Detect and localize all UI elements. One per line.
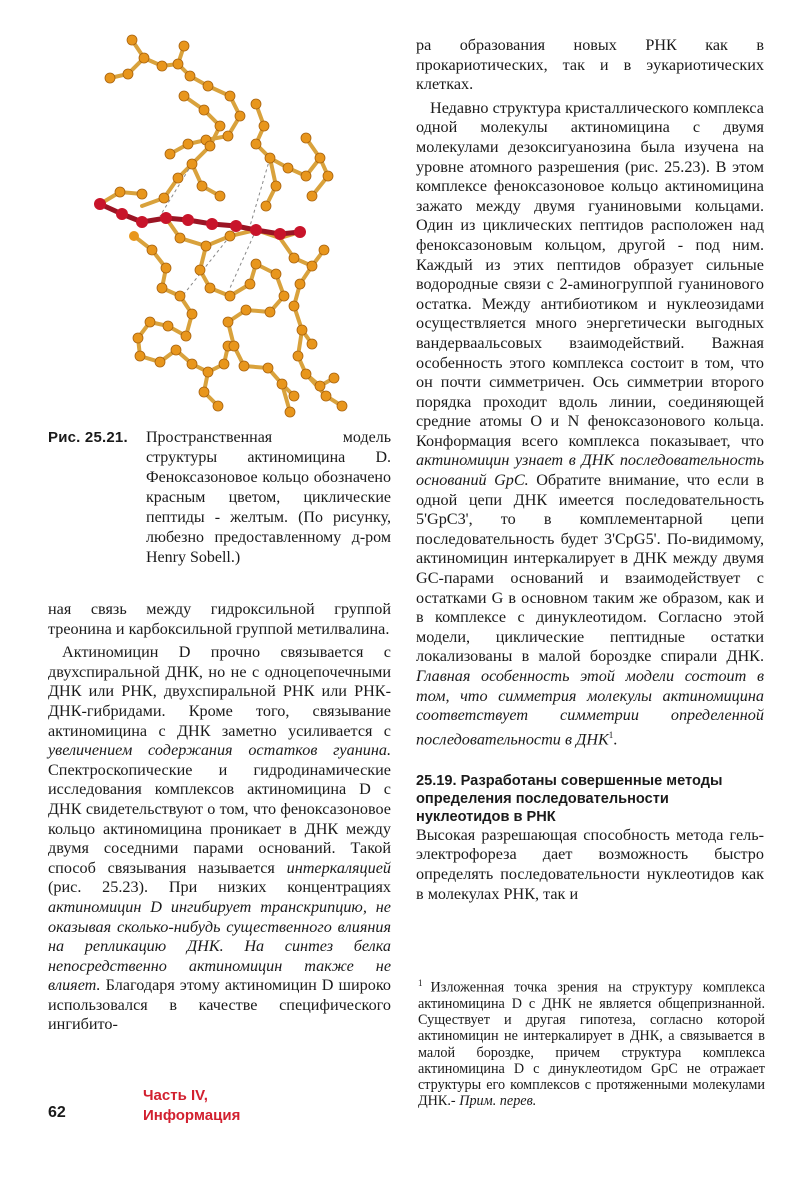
section-heading: 25.19. Разработаны совершенные методы определения последовательности нуклеотидов в РНК	[416, 772, 723, 825]
right-text-column	[416, 36, 764, 904]
footnote	[418, 975, 765, 1109]
footnote-attribution: Прим. перев.	[459, 1093, 537, 1110]
footnote-marker: 1	[608, 729, 614, 740]
left-paragraph-2	[48, 643, 391, 1035]
left-text-column	[48, 600, 391, 1035]
actinomycin-model-figure	[80, 26, 370, 426]
right-paragraph-2	[416, 99, 764, 750]
phenoxazone-ring	[94, 198, 306, 241]
part-info	[143, 1086, 240, 1126]
right-p2-italic-2: Главная особенность этой модели состоит в том, что симметрия молекулы актиномицина соответствует симметрии определенной последовательности в ДНК	[416, 667, 764, 749]
left-p2-text-b: Спектроскопические и гидродинамические исследования комплексов актиномицина D с ДНК свидетельствуют о том, что феноксазоновое кольцо актиномицина проникает в ДНК между двумя соседними парами оснований. Такой способ связывания называется	[48, 760, 391, 877]
left-p2-italic-1: увеличением содержания остатков гуанина.	[48, 741, 391, 760]
left-p2-italic-3: актиномицин D ингибирует транскрипцию, не оказывая сколько-нибудь существенного влияния на репликацию ДНК. На синтез белка непосредственно актиномицин также не влияет.	[48, 897, 391, 995]
left-p2-text-c: (рис. 25.23). При низких концентрациях	[48, 878, 391, 897]
right-p2-italic-1: актиномицин узнает в ДНК последовательность оснований GpC.	[416, 451, 764, 490]
footnote-number: 1	[418, 978, 423, 988]
right-p2-text-b: Обратите внимание, что если в одной цепи ДНК имеется последовательность 5'GpC3', то в комплементарной цепи последовательность будет 3'CpG5'. По-видимому, актиномицин интеркалирует в ДНК между двумя GC-парами оснований и взаимодействует с остатками G в основном таким же образом, как и в комплексе с динуклеотидом. Согласно этой модели, циклические пептидные остатки локализованы в малой бороздке спирали ДНК.	[416, 471, 764, 666]
page-number: 62	[48, 1104, 66, 1121]
left-p2-text-a: Актиномицин D прочно связывается с двухспиральной ДНК, но не с одноцепочечными ДНК или РНК, двухспиральной РНК или РНК-ДНК-гибридами. Кроме того, связывание актиномицина с ДНК заметно усиливается с	[48, 643, 391, 740]
footnote-text: Изложенная точка зрения на структуру комплекса актиномицина D с ДНК не является общепризнанной. Существует и другая гипотеза, согласно которой актиномицин не интеркалирует в ДНК, а связывается в малой бороздке, причем структура комплекса актиномицина D с динуклеотидом GpC не отражает структуры его комплексов с протяженными молекулами ДНК.-	[418, 979, 765, 1110]
right-paragraph-3: Высокая разрешающая способность метода гель-электрофореза дает возможность быстро определять последовательности нуклеотидов как в молекулах РНК, так и	[416, 825, 764, 903]
part-line-2: Информация	[143, 1107, 241, 1124]
figure-caption-text: Пространственная модель структуры актиномицина D. Феноксазоновое кольцо обозначено красным цветом, циклические пептиды - желтым. (По рисунку, любезно предоставленному д-ром Henry Sobell.)	[146, 429, 391, 566]
right-p2-end: .	[613, 730, 618, 749]
part-line-1: Часть IV,	[143, 1087, 208, 1104]
figure-label: Рис. 25.21.	[48, 429, 128, 446]
left-paragraph-1: ная связь между гидроксильной группой треонина и карбоксильной группой метилвалина.	[48, 600, 391, 638]
left-p2-italic-2: интеркаляцией	[286, 858, 391, 877]
right-p2-text-a: Недавно структура кристаллического комплекса одной молекулы актиномицина с двумя молекулами дезоксигуанозина была изучена на уровне атомного разрешения (рис. 25.23). В этом комплексе феноксазоновое кольцо актиномицина зажато между двумя гуаниновыми кольцами. Один из циклических пептидов расположен над феноксазоновым кольцом, другой - под ним. Каждый из этих пептидов образует сильные водородные связи с 2-аминогруппой гуанинового остатка. Между антибиотиком и нуклеозидами осуществляется много энергетически выгодных вандерваальсовых взаимодействий. Важная особенность этого комплекса состоит в том, что он почти симметричен. Ось симметрии второго порядка проходит вдоль линии, соединяющей средние атомы O и N феноксазонового кольца. Конформация всего комплекса показывает, что	[416, 98, 764, 450]
left-p2-text-d: Благодаря этому актиномицин D широко использовался в качестве специфического ингибито-	[48, 976, 391, 1034]
right-paragraph-1: ра образования новых РНК как в прокариотических, так и в эукариотических клетках.	[416, 36, 764, 94]
figure-caption	[48, 428, 391, 568]
